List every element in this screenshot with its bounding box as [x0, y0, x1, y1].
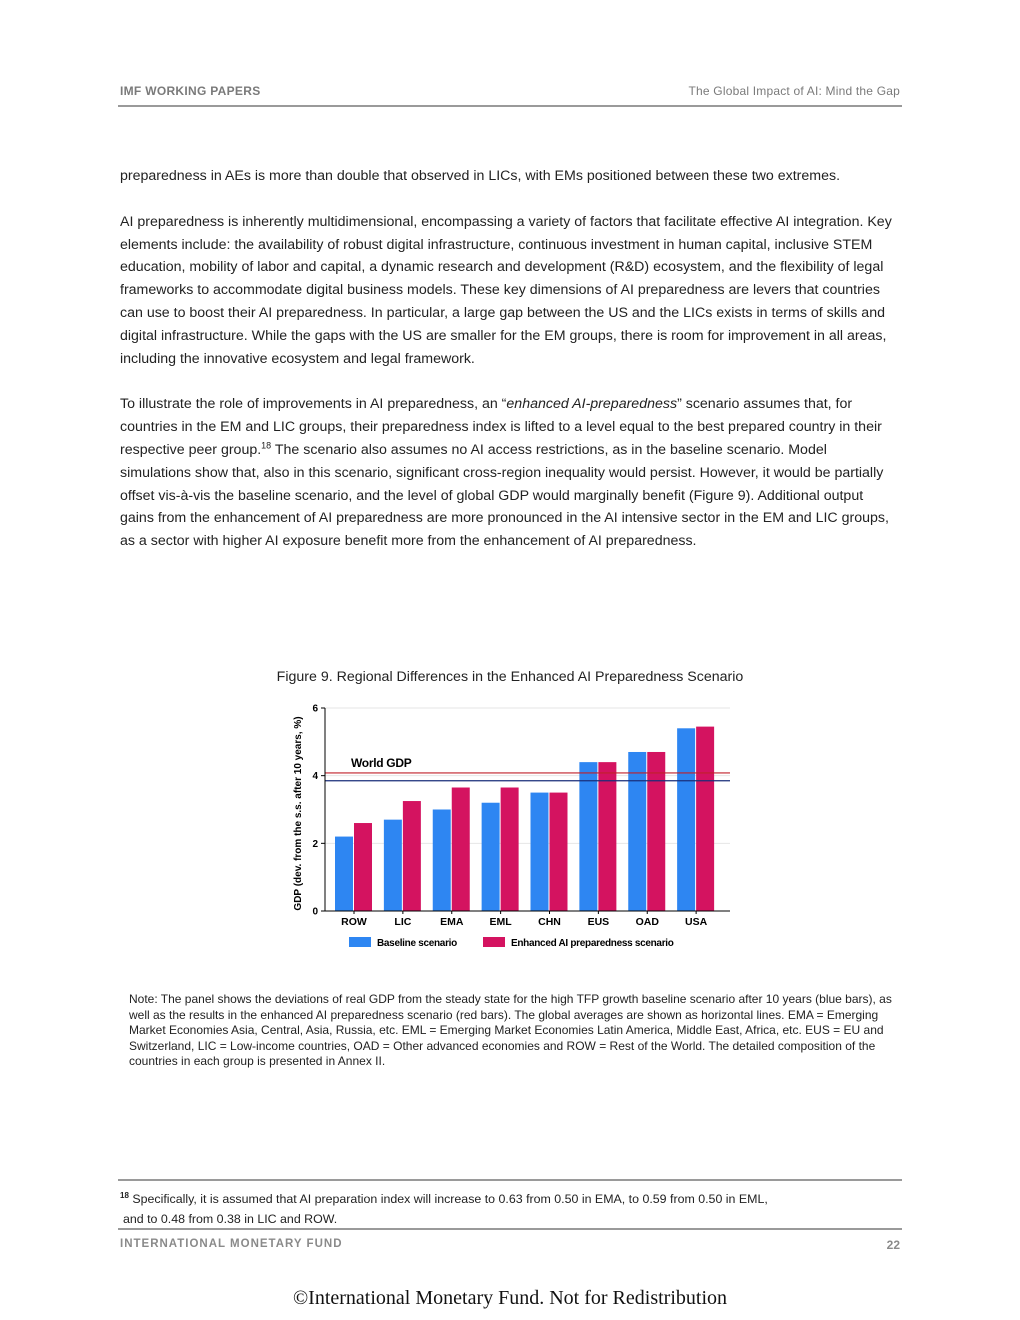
bar-eus-enhanced: [598, 762, 616, 911]
copyright-notice: ©International Monetary Fund. Not for Redistribution: [292, 1287, 727, 1309]
paragraph-3-part-b: ” scenario assumes that, for countries in the EM and LIC groups, their preparedness index is lifted to a level equal to the best prepared country in their respective peer group.: [120, 396, 882, 458]
y-tick-label-4: 4: [312, 771, 318, 783]
x-tick-label-usa: USA: [685, 916, 708, 928]
footnote-18: [120, 1186, 900, 1229]
bar-eml-enhanced: [501, 788, 519, 911]
x-tick-label-row: ROW: [341, 916, 367, 928]
footer-organization: INTERNATIONAL MONETARY FUND: [120, 1238, 343, 1250]
x-tick-label-ema: EMA: [440, 916, 464, 928]
page-number: 22: [886, 1238, 900, 1252]
x-tick-label-oad: OAD: [635, 916, 659, 928]
bar-usa-baseline: [677, 728, 695, 911]
x-tick-label-eml: EML: [489, 916, 512, 928]
footnote-divider: [118, 1179, 902, 1181]
running-header-right: The Global Impact of AI: Mind the Gap: [688, 84, 900, 98]
running-header-left: IMF WORKING PAPERS: [120, 84, 261, 98]
y-axis-title: GDP (dev. from the s.s. after 10 years, %): [293, 716, 304, 911]
paragraph-3-part-c: The scenario also assumes no AI access restrictions, as in the baseline scenario. Model simulations show that, also in this scenario, significant cross-region inequality would persist. However, it would be partially offset vis-à-vis the baseline scenario, and the level of global GDP would marginally benefit (Figure 9). Additional output gains from the enhancement of AI preparedness are more pronounced in the AI intensive sector in the EM and LIC groups, as a sector with higher AI exposure benefit more from the enhancement of AI preparedness.: [120, 441, 889, 550]
paragraph-2: AI preparedness is inherently multidimensional, encompassing a variety of factors that facilitate effective AI integration. Key elements include: the availability of robust digital infrastructure, continuous investment in human capital, inclusive STEM education, mobility of labor and capital, a dynamic research and development (R&D) ecosystem, and the flexibility of legal frameworks to accommodate digital business models. These key dimensions of AI preparedness are levers that countries can use to boost their AI preparedness. In particular, a large gap between the US and the LICs exists in terms of skills and digital infrastructure. While the gaps with the US are smaller for the EM groups, there is room for improvement in all areas, including the innovative ecosystem and legal framework.: [120, 213, 892, 367]
footnote-line-1: Specifically, it is assumed that AI preparation index will increase to 0.63 from 0.50 in EMA, to 0.59 from 0.50 in EML,: [128, 1192, 768, 1207]
bar-chn-baseline: [531, 793, 549, 911]
world-gdp-label: World GDP: [351, 755, 412, 770]
header-divider: [118, 105, 902, 107]
figure-9-bar-chart: [285, 700, 745, 960]
bar-chn-enhanced: [550, 793, 568, 911]
bar-eml-baseline: [482, 803, 500, 911]
legend-label-enhanced: Enhanced AI preparedness scenario: [511, 938, 674, 949]
paragraph-3-part-a: To illustrate the role of improvements in AI preparedness, an “: [120, 396, 507, 413]
legend-swatch-enhanced: [483, 937, 505, 947]
footer-divider: [118, 1228, 902, 1230]
figure-title-text: Figure 9. Regional Differences in the Enhanced AI Preparedness Scenario: [276, 669, 744, 685]
bar-ema-enhanced: [452, 788, 470, 911]
y-tick-label-6: 6: [312, 703, 318, 715]
paragraph-3: [120, 393, 900, 553]
paragraph-3-emphasis: enhanced AI-preparedness: [506, 396, 678, 413]
bar-row-enhanced: [354, 823, 372, 911]
bar-oad-enhanced: [647, 752, 665, 911]
footnote-line-2: and to 0.48 from 0.38 in LIC and ROW.: [123, 1212, 338, 1227]
figure-title: [0, 669, 1020, 685]
footnote-number: 18: [120, 1191, 129, 1200]
x-tick-label-eus: EUS: [587, 916, 610, 928]
footnote-ref-18[interactable]: 18: [261, 440, 272, 451]
x-tick-label-chn: CHN: [538, 916, 561, 928]
y-tick-label-0: 0: [312, 906, 318, 918]
figure-note: Note: The panel shows the deviations of real GDP from the steady state for the high TFP growth baseline scenario after 10 years (blue bars), as well as the results in the enhanced AI preparedness scenario (red bars). The global averages are shown as horizontal lines. EMA = Emerging Market Economies Asia, Central, Asia, Russia, etc. EML = Emerging Market Economies Latin America, Middle East, Africa, etc. EUS = EU and Switzerland, LIC = Low-income countries, OAD = Other advanced economies and ROW = Rest of the World. The detailed composition of the countries in each group is presented in Annex II.: [129, 992, 892, 1068]
bar-oad-baseline: [628, 752, 646, 911]
bar-lic-baseline: [384, 820, 402, 911]
y-tick-label-2: 2: [312, 838, 318, 850]
bar-row-baseline: [335, 837, 353, 911]
paragraph-1: preparedness in AEs is more than double that observed in LICs, with EMs positioned between these two extremes.: [120, 168, 841, 184]
legend-label-baseline: Baseline scenario: [377, 938, 457, 949]
body-text: [120, 165, 900, 576]
bar-ema-baseline: [433, 810, 451, 912]
legend-swatch-baseline: [349, 937, 371, 947]
bar-eus-baseline: [579, 762, 597, 911]
bar-lic-enhanced: [403, 801, 421, 911]
x-tick-label-lic: LIC: [394, 916, 412, 928]
bar-usa-enhanced: [696, 727, 714, 911]
